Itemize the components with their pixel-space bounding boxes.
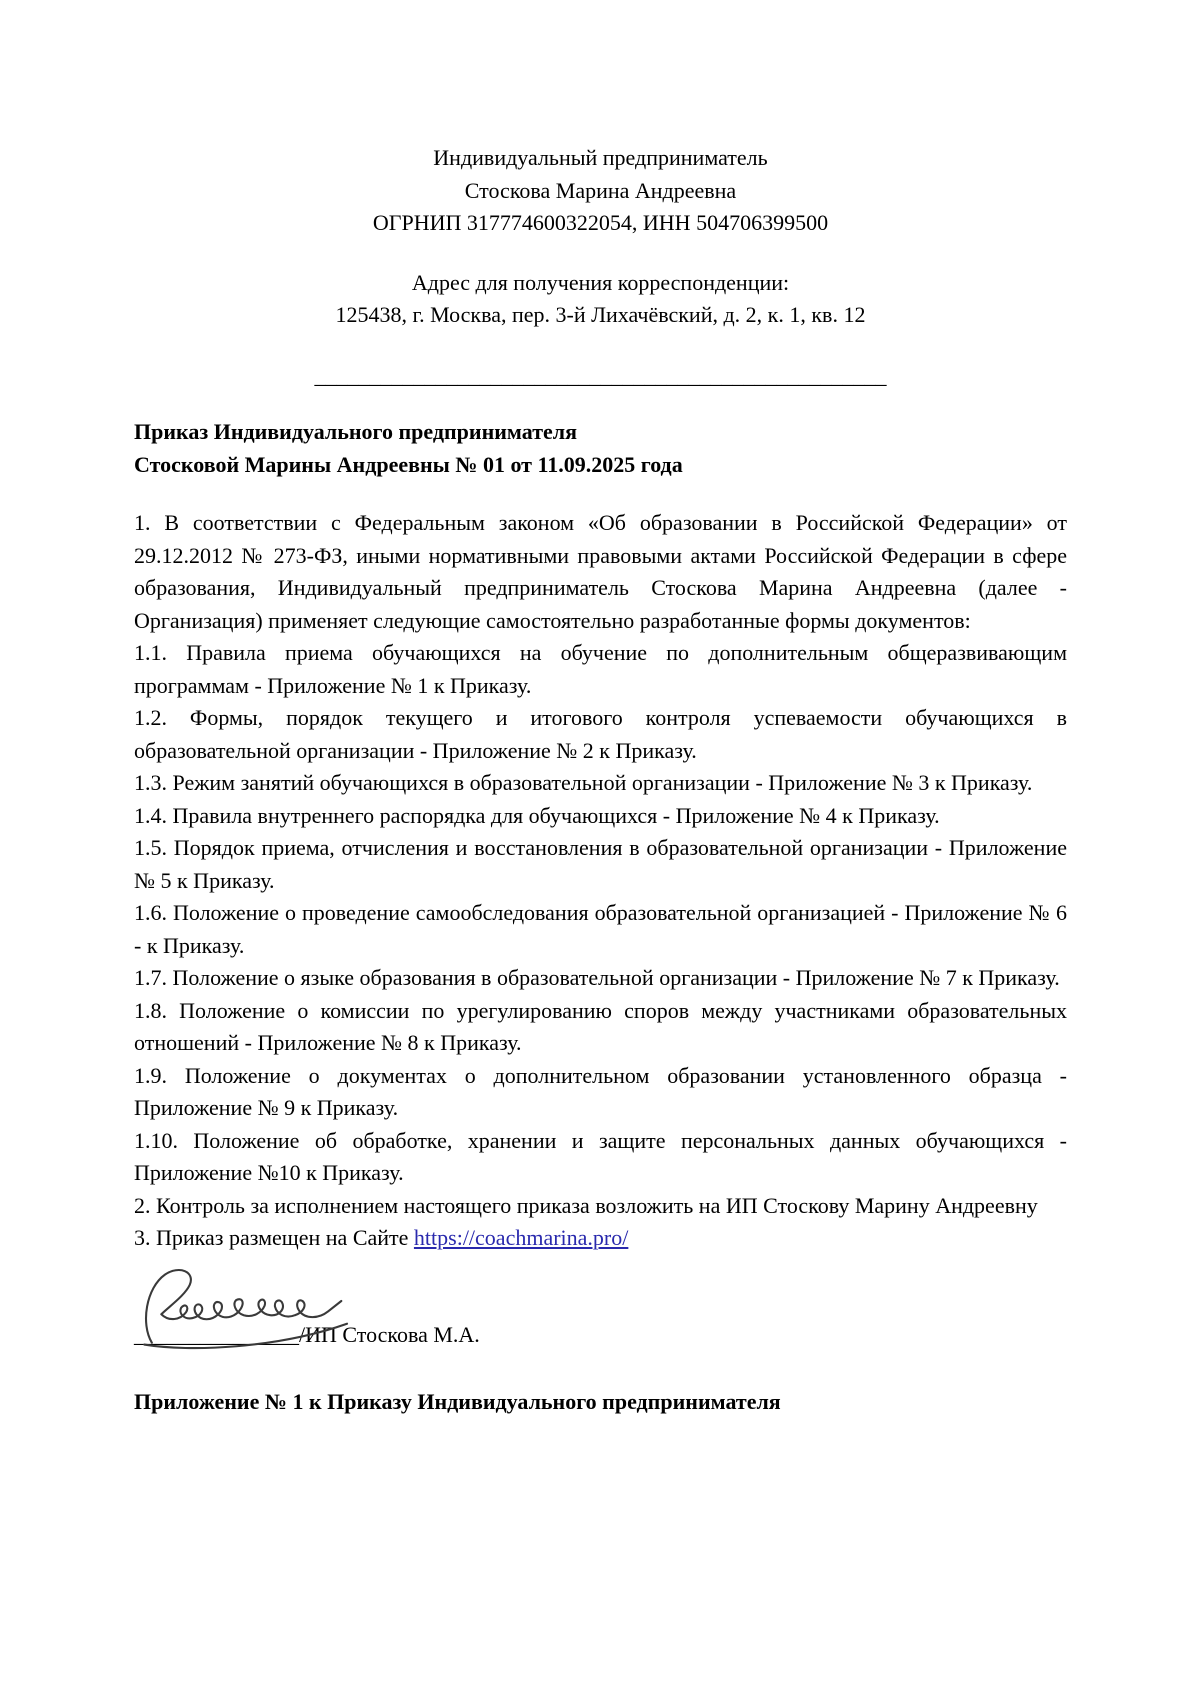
org-type-line: Индивидуальный предприниматель xyxy=(433,145,768,170)
order-clause-1-8: 1.8. Положение о комиссии по урегулированию споров между участниками образовательных отношений - Приложение № 8 к Приказу. xyxy=(134,997,1067,1055)
order-clause-1-7: 1.7. Положение о языке образования в образовательной организации - Приложение № 7 к Приказу. xyxy=(134,965,1060,990)
order-clause-1-2: 1.2. Формы, порядок текущего и итогового контроля успеваемости обучающихся в образовательной организации - Приложение № 2 к Приказу. xyxy=(134,705,1067,763)
order-body xyxy=(134,507,1067,1255)
address-block xyxy=(134,267,1067,332)
org-ids-line: ОГРНИП 317774600322054, ИНН 504706399500 xyxy=(372,210,829,235)
signature-block xyxy=(134,1319,1067,1352)
order-clause-1-3: 1.3. Режим занятий обучающихся в образовательной организации - Приложение № 3 к Приказу. xyxy=(134,770,1033,795)
org-name-line: Стоскова Марина Андреевна xyxy=(464,177,737,203)
order-clause-1-1: 1.1. Правила приема обучающихся на обучение по дополнительным общеразвивающим программам - Приложение № 1 к Приказу. xyxy=(134,640,1067,698)
separator-line: ____________________________________________________ xyxy=(314,362,887,388)
document-header xyxy=(134,142,1067,332)
order-clause-1-9: 1.9. Положение о документах о дополнительном образовании установленного образца - Приложение № 9 к Приказу. xyxy=(134,1062,1067,1120)
order-clause-3 xyxy=(134,1222,1067,1255)
order-title-line2: Стосковой Марины Андреевны № 01 от 11.09.2025 года xyxy=(134,451,683,477)
order-clause-1-4: 1.4. Правила внутреннего распорядка для обучающихся - Приложение № 4 к Приказу. xyxy=(134,802,940,828)
signature-name: /ИП Стоскова М.А. xyxy=(299,1321,480,1347)
order-clause-1-5: 1.5. Порядок приема, отчисления и восстановления в образовательной организации - Приложение № 5 к Приказу. xyxy=(134,835,1067,893)
appendix-heading: Приложение № 1 к Приказу Индивидуального предпринимателя xyxy=(134,1389,781,1414)
order-clause-1-6: 1.6. Положение о проведение самообследования образовательной организацией - Приложение № 6 - к Приказу. xyxy=(134,900,1067,958)
site-link[interactable]: https://coachmarina.pro/ xyxy=(413,1225,629,1250)
signature-line: _______________ xyxy=(134,1321,299,1347)
order-clause-2: 2. Контроль за исполнением настоящего приказа возложить на ИП Стоскову Марину Андреевну xyxy=(134,1192,1038,1218)
order-title xyxy=(134,416,1067,481)
address-caption-line: Адрес для получения корреспонденции: xyxy=(411,269,790,295)
publication-text: 3. Приказ размещен на Сайте xyxy=(134,1225,414,1250)
address-line: 125438, г. Москва, пер. 3-й Лихачёвский, д. 2, к. 1, кв. 12 xyxy=(335,302,866,327)
order-clause-1-10: 1.10. Положение об обработке, хранении и защите персональных данных обучающихся - Приложение №10 к Приказу. xyxy=(134,1127,1067,1185)
order-clause-1: 1. В соответствии с Федеральным законом «Об образовании в Российской Федерации» от 29.12.2012 № 273-ФЗ, иными нормативными правовыми актами Российской Федерации в сфере образования, Индивидуальный предприниматель Стоскова Марина Андреевна (далее - Организация) применяет следующие самостоятельно разработанные формы документов: xyxy=(134,510,1067,633)
signature-text-row xyxy=(134,1319,1067,1352)
order-title-line1: Приказ Индивидуального предпринимателя xyxy=(134,419,578,444)
